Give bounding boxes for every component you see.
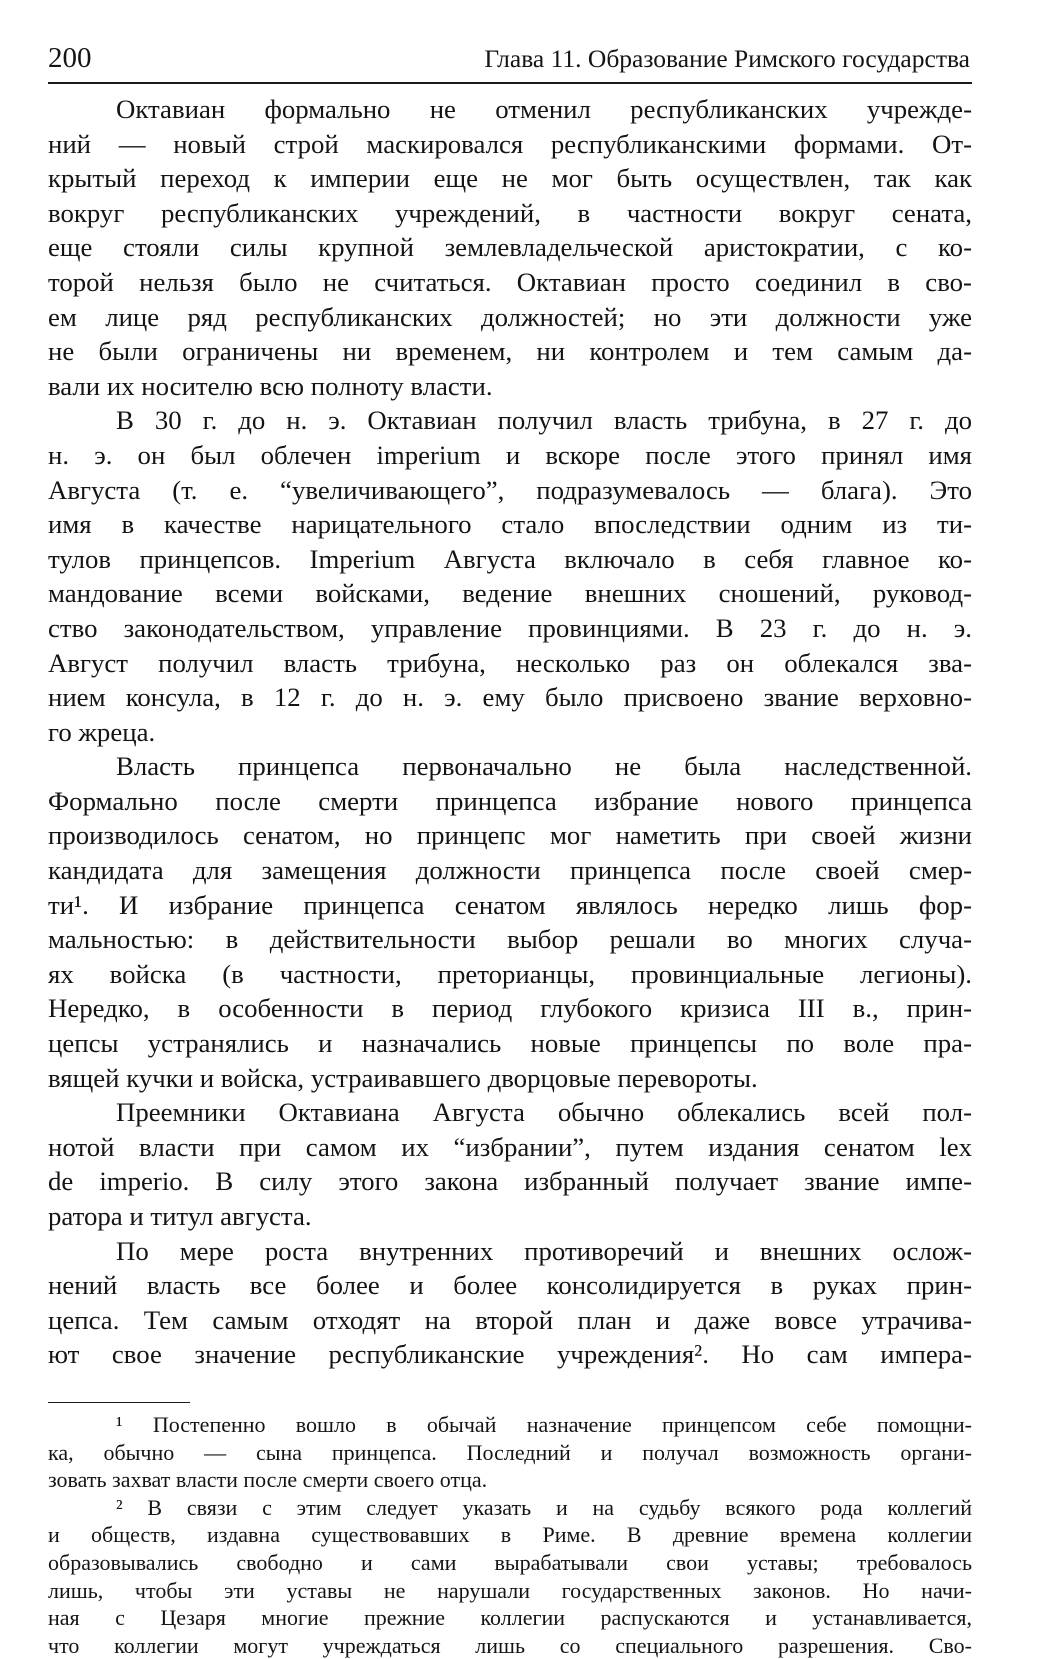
footnote-line: ная с Цезаря многие прежние коллегии распускаются и устанавливается, (48, 1605, 972, 1631)
text-line: мальностью: в действительности выбор решали во многих случа- (48, 924, 972, 955)
footnote-line: ¹ Постепенно вошло в обычай назначение принцепсом себе помощни- (116, 1411, 972, 1437)
text-line: ют свое значение республиканские учреждения². Но сам импера- (48, 1339, 972, 1370)
footnotes (48, 1411, 972, 1659)
text-line: тулов принцепсов. Imperium Августа включало в себя главное ко- (48, 543, 972, 574)
text-line: ти¹. И избрание принцепса сенатом являлось нередко лишь фор- (48, 889, 972, 920)
text-line: нотой власти при самом их “избрании”, путем издания сенатом lex (48, 1131, 972, 1162)
text-line: В 30 г. до н. э. Октавиан получил власть трибуна, в 27 г. до (116, 405, 972, 436)
footnote (48, 1494, 972, 1659)
text-line: го жреца. (48, 716, 156, 747)
footnote-line: зовать захват власти после смерти своего отца. (48, 1467, 488, 1493)
text-line: По мере роста внутренних противоречий и внешних ослож- (116, 1235, 972, 1266)
text-line: еще стояли силы крупной землевладельческой аристократии, с ко- (48, 232, 972, 263)
text-line: кандидата для замещения должности принцепса после своей смер- (48, 855, 972, 886)
text-line: цепсы устранялись и назначались новые принцепсы по воле пра- (48, 1028, 972, 1059)
text-line: ство законодательством, управление провинциями. В 23 г. до н. э. (48, 612, 972, 643)
running-header (48, 36, 972, 84)
text-line: мандование всеми войсками, ведение внешних сношений, руковод- (48, 578, 972, 609)
main-text (48, 92, 972, 1372)
text-line: производилось сенатом, но принцепс мог наметить при своей жизни (48, 820, 972, 851)
text-line: н. э. он был облечен imperium и вскоре после этого принял имя (48, 439, 972, 470)
footnote (48, 1411, 972, 1494)
footnote-line: ² В связи с этим следует указать и на судьбу всякого рода коллегий (116, 1494, 972, 1520)
paragraph (48, 1095, 972, 1233)
text-line: Август получил власть трибуна, несколько раз он облекался зва- (48, 647, 972, 678)
footnote-line: лишь, чтобы эти уставы не нарушали государственных законов. Но начи- (48, 1577, 972, 1603)
text-line: Формально после смерти принцепса избрание нового принцепса (48, 785, 972, 816)
text-line: имя в качестве нарицательного стало впоследствии одним из ти- (48, 509, 972, 540)
text-line: ний — новый строй маскировался республиканскими формами. От- (48, 128, 972, 159)
text-line: Власть принцепса первоначально не была наследственной. (116, 751, 972, 782)
book-page (48, 36, 972, 1659)
paragraph (48, 403, 972, 749)
page-number: 200 (48, 42, 92, 74)
text-line: крытый переход к империи еще не мог быть осуществлен, так как (48, 163, 972, 194)
footnote-line: образовывались свободно и сами вырабатывали свои уставы; требовалось (48, 1549, 972, 1575)
paragraph (48, 749, 972, 1095)
text-line: нений власть все более и более консолидируется в руках прин- (48, 1270, 972, 1301)
text-line: вали их носителю всю полноту власти. (48, 370, 493, 401)
text-line: ратора и титул августа. (48, 1201, 312, 1231)
text-line: нием консула, в 12 г. до н. э. ему было присвоено звание верховно- (48, 682, 972, 713)
text-line: торой нельзя было не считаться. Октавиан просто соединил в сво- (48, 266, 972, 297)
text-line: цепса. Тем самым отходят на второй план и даже вовсе утрачива- (48, 1304, 972, 1335)
footnote-separator (48, 1402, 190, 1403)
footnote-line: что коллегии могут учреждаться лишь со специального разрешения. Сво- (48, 1632, 972, 1658)
paragraph (48, 92, 972, 403)
footnote-line: и обществ, издавна существовавших в Риме. В древние времена коллегии (48, 1522, 972, 1548)
running-title: Глава 11. Образование Римского государства (484, 44, 970, 73)
paragraph (48, 1234, 972, 1372)
text-line: ях войска (в частности, преторианцы, провинциальные легионы). (48, 958, 972, 989)
text-line: вящей кучки и войска, устраивавшего дворцовые перевороты. (48, 1062, 758, 1093)
text-line: не были ограничены ни временем, ни контролем и тем самым да- (48, 336, 972, 367)
footnote-line: ка, обычно — сына принцепса. Последний и получал возможность органи- (48, 1439, 972, 1465)
text-line: Преемники Октавиана Августа обычно облекались всей пол- (116, 1097, 972, 1128)
text-line: вокруг республиканских учреждений, в частности вокруг сената, (48, 197, 972, 228)
text-line: de imperio. В силу этого закона избранный получает звание импе- (48, 1166, 972, 1197)
text-line: Августа (т. е. “увеличивающего”, подразумевалось — блага). Это (48, 474, 972, 505)
text-line: ем лице ряд республиканских должностей; но эти должности уже (48, 301, 972, 332)
text-line: Нередко, в особенности в период глубокого кризиса III в., прин- (48, 993, 972, 1024)
text-line: Октавиан формально не отменил республиканских учрежде- (116, 94, 972, 124)
